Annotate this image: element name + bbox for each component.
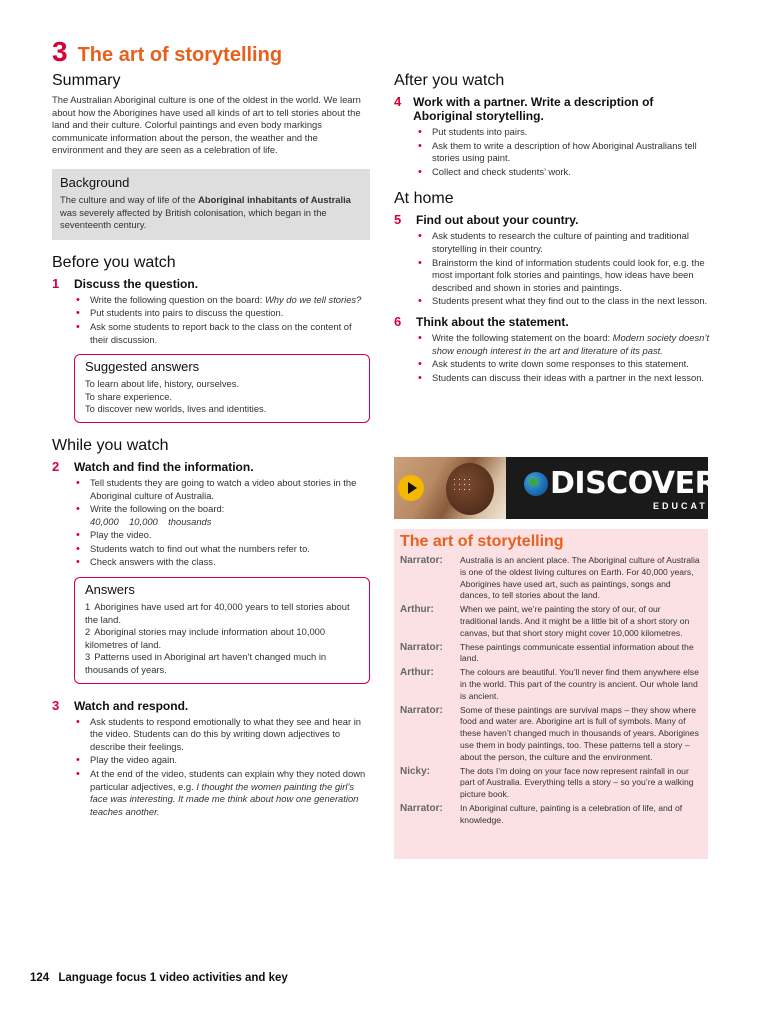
right-column <box>394 72 710 390</box>
task-4 <box>394 94 710 123</box>
task-2-title: Watch and find the information. <box>74 459 254 474</box>
background-heading: Background <box>60 174 130 190</box>
line-text: The dots I’m doing on your face now represent rainfall in our part of Australia. Everything tells a story – so you’re a walking picture book. <box>460 765 694 800</box>
answer-text: Aboriginal stories may include information about 10,000 kilometres of land. <box>85 626 326 650</box>
line-text: These paintings communicate essential information about the land. <box>460 641 694 664</box>
line-text: Some of these paintings are survival maps – they show where food and water are. Aborigine art is full of symbols. Many of these haven’t changed much in thousands of years. Aborigines use them in body paintings, too. These patterns tell a story – about the person, the culture and the environment. <box>460 704 699 762</box>
unit-title-text: The art of storytelling <box>77 44 283 66</box>
answers-heading: Answers <box>85 582 135 598</box>
task-1 <box>52 276 370 291</box>
background-text-pre: The culture and way of life of the <box>60 193 199 205</box>
globe-icon <box>524 472 548 496</box>
dot-pattern-icon <box>452 477 472 493</box>
list-item <box>416 332 710 357</box>
page-number: 124 <box>30 972 50 984</box>
task-2 <box>52 459 370 474</box>
list-item: • Ask students to write down some responses to this statement. <box>416 358 710 371</box>
answer-line <box>85 651 361 676</box>
task-2-number: 2 <box>52 458 60 474</box>
page-footer <box>30 972 288 984</box>
list-item: • Put students into pairs to discuss the question. <box>74 307 370 320</box>
task-4-bullets <box>416 126 710 178</box>
task-3-bullets <box>74 716 370 819</box>
script-line <box>400 766 700 801</box>
list-item <box>74 768 370 818</box>
bullet-text: Write the following on the board: <box>90 503 225 515</box>
bullet-italic: I thought the women painting the girl’s face was interesting. It made me think about how one generation teaches another. <box>90 780 359 817</box>
background-text <box>60 194 362 232</box>
script-line <box>400 803 700 827</box>
background-text-post: was severely affected by British colonisation, which began in the seventeenth century. <box>60 206 327 231</box>
answer-text: Patterns used in Aboriginal art haven’t changed much in thousands of years. <box>85 651 327 676</box>
suggested-answer-line: To discover new worlds, lives and identities. <box>85 403 267 415</box>
list-item: • Students watch to find out what the numbers refer to. <box>74 543 370 556</box>
brand-sub: EDUCATION <box>652 501 733 511</box>
after-heading: After you watch <box>394 72 505 89</box>
background-text-bold: Aboriginal inhabitants of Australia <box>198 193 351 205</box>
task-1-bullets <box>74 294 370 346</box>
task-3-number: 3 <box>52 697 60 713</box>
unit-number: 3 <box>52 36 68 67</box>
task-5-number: 5 <box>394 212 402 228</box>
background-box <box>52 169 370 240</box>
task-6-number: 6 <box>394 313 402 329</box>
list-item: • Ask some students to report back to the class on the content of their discussion. <box>74 321 370 346</box>
summary-heading: Summary <box>52 72 121 89</box>
suggested-answer-line: To share experience. <box>85 390 173 402</box>
task-2-bullets <box>74 477 370 569</box>
brand-name: DISCOVERY <box>550 466 737 501</box>
bullet-text: Write the following statement on the board: <box>432 331 613 343</box>
line-text: When we paint, we’re painting the story of our, of our traditional lands. And it might be a little bit of a short story on canvas, but that short story might cover 10,000 kilometres. <box>460 604 690 638</box>
task-3-title: Watch and respond. <box>74 698 189 713</box>
while-heading: While you watch <box>52 436 169 454</box>
bullet-italic: 40,000 10,000 thousands <box>90 515 212 527</box>
speaker: Nicky: <box>400 765 431 777</box>
task-4-number: 4 <box>394 94 402 109</box>
task-5-bullets <box>416 230 710 308</box>
footer-text: Language focus 1 video activities and key <box>58 972 288 984</box>
list-item: • Collect and check students’ work. <box>416 166 710 179</box>
answer-number: 1 <box>85 601 91 613</box>
list-item: • Check answers with the class. <box>74 556 370 569</box>
speaker: Narrator: <box>400 555 443 566</box>
task-1-number: 1 <box>52 275 60 291</box>
answer-number: 3 <box>85 651 91 663</box>
script-line <box>400 604 700 639</box>
answer-text: Aborigines have used art for 40,000 years to tell stories about the land. <box>85 601 350 625</box>
left-column <box>52 72 370 824</box>
video-script-box <box>394 529 708 859</box>
suggested-answer-line: To learn about life, history, ourselves. <box>85 378 240 390</box>
list-item <box>74 294 370 307</box>
before-heading: Before you watch <box>52 253 176 271</box>
speaker: Arthur: <box>400 604 434 616</box>
task-1-title: Discuss the question. <box>74 276 199 291</box>
script-line <box>400 642 700 666</box>
list-item: • Students can discuss their ideas with a partner in the next lesson. <box>416 372 710 385</box>
discovery-education-logo <box>524 466 737 511</box>
list-item: • Play the video again. <box>74 754 370 767</box>
task-6 <box>394 314 710 329</box>
list-item: • Brainstorm the kind of information students could look for, e.g. the most important folk stories and paintings, how ideas have been described and shown in stories and paintings. <box>416 257 710 295</box>
list-item: • Ask students to respond emotionally to what they see and hear in the video. Students can do this by writing down adjectives to describe their feelings. <box>74 716 370 754</box>
speaker: Arthur: <box>400 667 434 679</box>
unit-title <box>52 36 282 68</box>
line-text: Australia is an ancient place. The Aboriginal culture of Australia is one of the oldest living cultures on Earth. For 40,000 years, Aborigines have used art, such as paintings, songs and dances, to tell stories about the land. <box>460 555 700 601</box>
task-5-title: Find out about your country. <box>416 213 579 228</box>
speaker: Narrator: <box>400 641 443 653</box>
bullet-italic: Modern society doesn’t show enough interest in the art and literature of its past. <box>432 331 710 356</box>
discovery-video-banner[interactable] <box>394 457 737 519</box>
list-item: • Put students into pairs. <box>416 126 710 139</box>
task-5 <box>394 212 710 227</box>
list-item: • Students present what they find out to the class in the next lesson. <box>416 295 710 308</box>
speaker: Narrator: <box>400 704 443 716</box>
list-item: • Ask them to write a description of how Aboriginal Australians tell stories using paint. <box>416 140 710 165</box>
home-heading: At home <box>394 190 454 208</box>
task-6-title: Think about the statement. <box>416 314 569 329</box>
suggested-answers-heading: Suggested answers <box>85 359 200 375</box>
answer-number: 2 <box>85 626 91 638</box>
script-line <box>400 667 700 702</box>
answer-line <box>85 601 361 626</box>
answers-box <box>74 577 370 684</box>
task-6-bullets <box>416 332 710 384</box>
script-line <box>400 555 700 602</box>
list-item: • Ask students to research the culture of painting and traditional storytelling in their country. <box>416 230 710 255</box>
list-item <box>74 503 370 528</box>
task-3 <box>52 698 370 713</box>
bullet-text: Write the following question on the board: <box>90 293 265 305</box>
speaker: Narrator: <box>400 802 443 814</box>
bullet-italic: Why do we tell stories? <box>264 293 362 305</box>
answer-line <box>85 626 361 651</box>
discovery-wordmark <box>524 466 737 501</box>
script-line <box>400 705 700 764</box>
list-item: • Tell students they are going to watch a video about stories in the Aboriginal culture of Australia. <box>74 477 370 502</box>
script-title: The art of storytelling <box>400 533 564 550</box>
play-icon[interactable] <box>398 475 424 501</box>
task-4-title: Work with a partner. Write a description of Aboriginal storytelling. <box>413 95 654 123</box>
bullet-text: At the end of the video, students can explain why they noted down particular adjectives, e.g. <box>90 768 366 792</box>
summary-text: The Australian Aboriginal culture is one of the oldest in the world. We learn about how the Aborigines have used all kinds of art to tell stories about the land and their culture. Colorful paintings and even body markings communicate information about the person, the weather and the environment and they are seen as a celebration of life. <box>52 94 361 156</box>
line-text: In Aboriginal culture, painting is a celebration of life, and of knowledge. <box>460 802 683 825</box>
list-item: • Play the video. <box>74 529 370 542</box>
line-text: The colours are beautiful. You’ll never find them anywhere else in the world. This part of the country is ancient. Our whole land is ancient. <box>460 667 699 701</box>
suggested-answers-box <box>74 354 370 423</box>
